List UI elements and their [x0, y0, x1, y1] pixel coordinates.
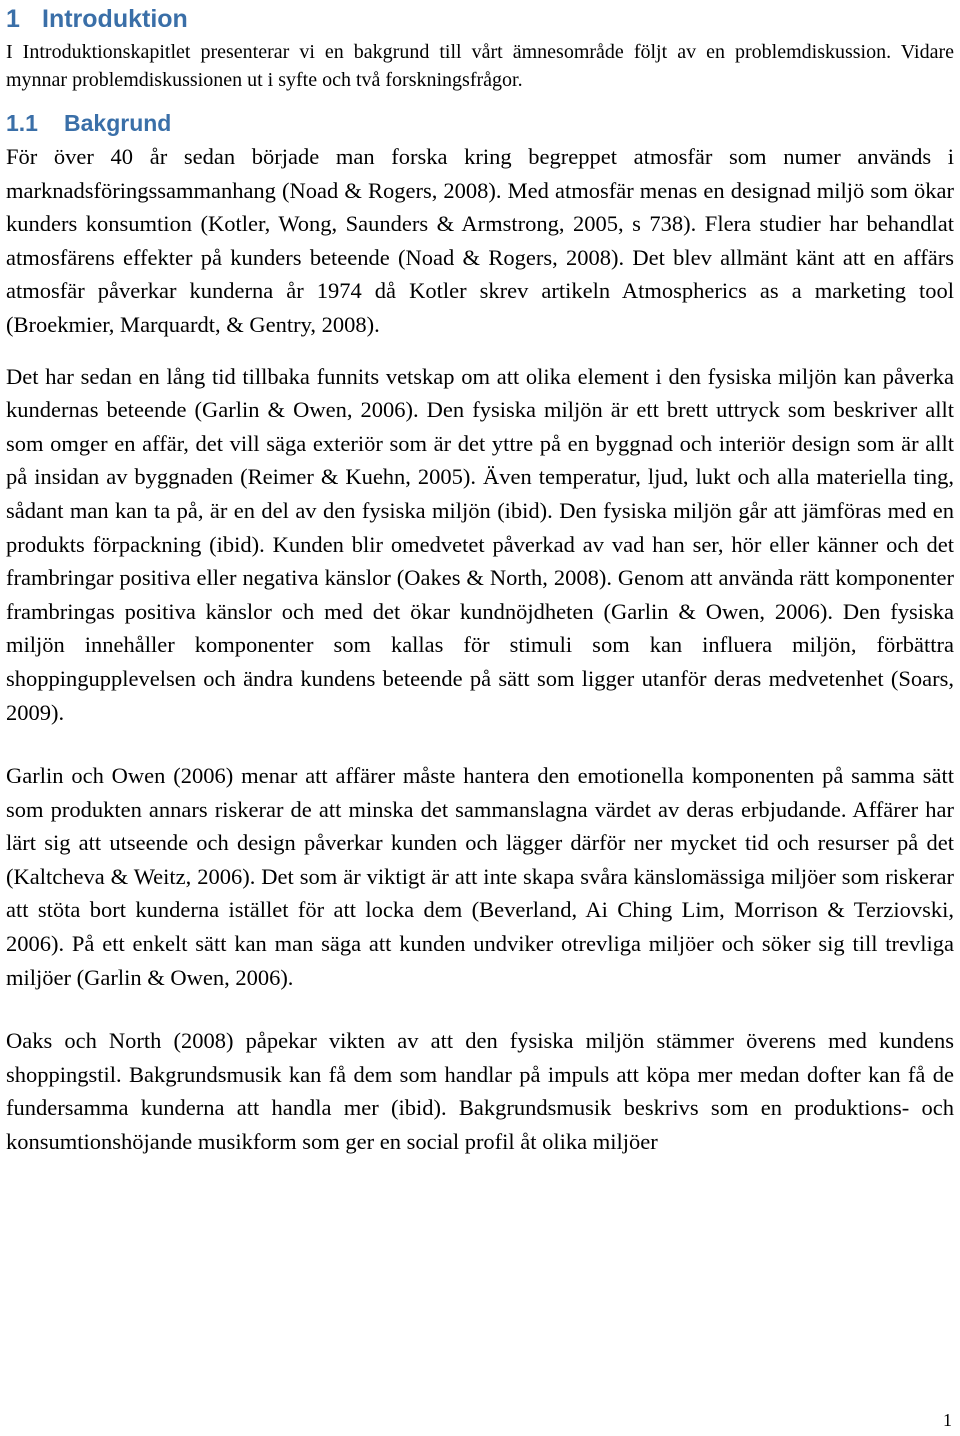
chapter-number: 1	[6, 5, 20, 33]
chapter-heading	[6, 4, 954, 34]
page-number: 1	[943, 1410, 952, 1430]
document-page	[6, 0, 954, 1159]
section-title: Bakgrund	[64, 110, 172, 136]
section-number: 1.1	[6, 110, 38, 136]
paragraph-2: Det har sedan en lång tid tillbaka funnits vetskap om att olika element i den fysiska miljön kan påverka kundernas beteende (Garlin & Owen, 2006). Den fysiska miljön är ett brett uttryck som beskriver allt som omger en affär, det vill säga exteriör som är det yttre på en byggnad och interiör design som är allt på insidan av byggnaden (Reimer & Kuehn, 2005). Även temperatur, ljud, lukt och alla materiella ting, sådant man kan ta på, är en del av den fysiska miljön (ibid). Den fysiska miljön går att jämföras med en produkts förpackning (ibid). Kunden blir omedvetet påverkad av vad han ser, hör eller känner och det frambringar positiva eller negativa känslor (Oakes & North, 2008). Genom att använda rätt komponenter frambringas positiva känslor och med det ökar kundnöjdheten (Garlin & Owen, 2006). Den fysiska miljön innehåller komponenter som kallas för stimuli som kan influera miljön, förbättra shoppingupplevelsen och ändra kundens beteende på sätt som ligger utanför deras medvetenhet (Soars, 2009).	[6, 363, 954, 725]
paragraph-4: Oaks och North (2008) påpekar vikten av att den fysiska miljön stämmer överens med kundens shoppingstil. Bakgrundsmusik kan få dem som handlar på impuls att köpa mer medan dofter kan få de fundersamma kunderna att handla mer (ibid). Bakgrundsmusik beskrivs som en produktions- och konsumtionshöjande musikform som ger en social profil åt olika miljöer	[6, 1028, 954, 1155]
intro-paragraph: I Introduktionskapitlet presenterar vi en bakgrund till vårt ämnesområde följt av en problemdiskussion. Vidare mynnar problemdiskussionen ut i syfte och två forskningsfrågor.	[6, 41, 954, 91]
chapter-title: Introduktion	[42, 5, 188, 33]
section-heading	[6, 108, 954, 138]
paragraph-3: Garlin och Owen (2006) menar att affärer måste hantera den emotionella komponenten på samma sätt som produkten annars riskerar de att minska det sammanslagna värdet av deras erbjudande. Affärer har lärt sig att utseende och design påverkar kunden och lägger därför ner mycket tid och resurser på det (Kaltcheva & Weitz, 2006). Det som är viktigt är att inte skapa svåra känslomässiga miljöer som riskerar att stöta bort kunderna istället för att locka dem (Beverland, Ai Ching Lim, Morrison & Terziovski, 2006). På ett enkelt sätt kan man säga att kunden undviker otrevliga miljöer och söker sig till trevliga miljöer (Garlin & Owen, 2006).	[6, 763, 954, 990]
paragraph-1: För över 40 år sedan började man forska kring begreppet atmosfär som numer används i marknadsföringssammanhang (Noad & Rogers, 2008). Med atmosfär menas en designad miljö som ökar kunders konsumtion (Kotler, Wong, Saunders & Armstrong, 2005, s 738). Flera studier har behandlat atmosfärens effekter på kunders beteende (Noad & Rogers, 2008). Det blev allmänt känt att en affärs atmosfär påverkar kunderna år 1974 då Kotler skrev artikeln Atmospherics as a marketing tool (Broekmier, Marquardt, & Gentry, 2008).	[6, 144, 954, 337]
